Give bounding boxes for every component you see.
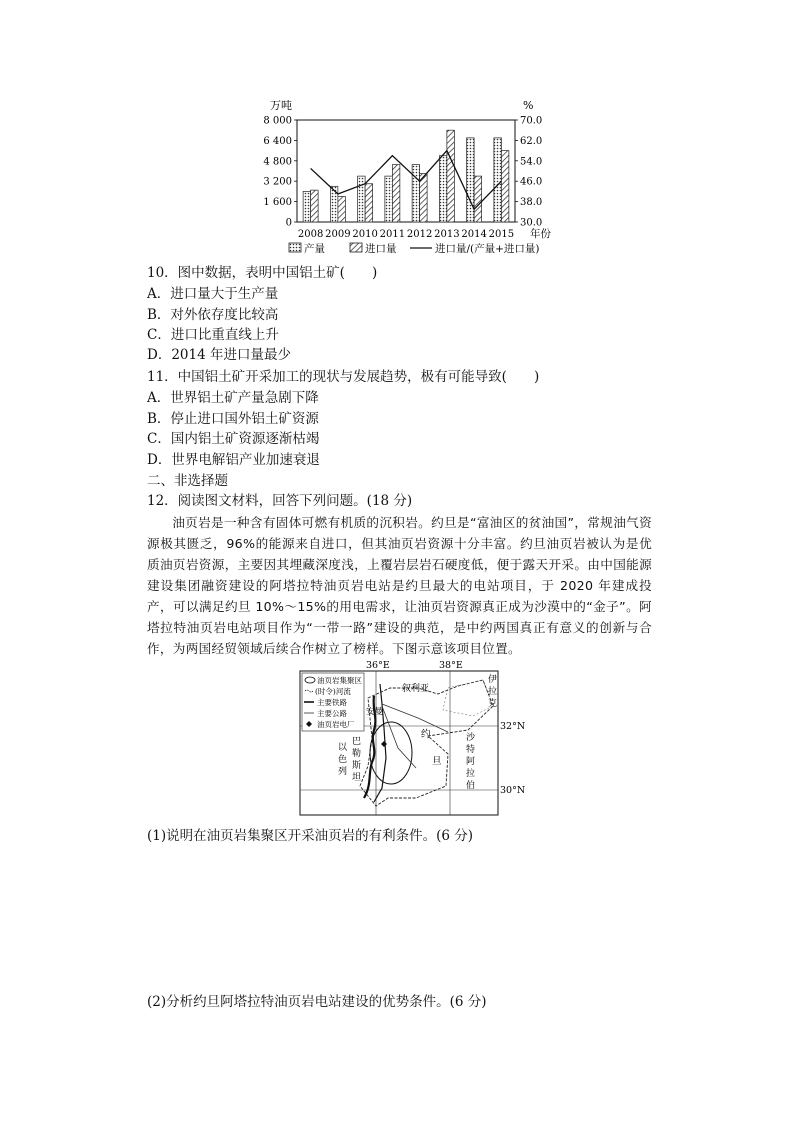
q10-option-c: C．进口比重直线上升 <box>147 327 279 343</box>
place-saudi-1: 沙 <box>466 733 476 743</box>
power-plant-marker <box>381 741 387 747</box>
jordan-location-map <box>298 658 528 818</box>
q10-option-a: A．进口量大于生产量 <box>147 286 279 302</box>
right-tick-label: 70.0 <box>520 115 543 127</box>
bar-production <box>439 156 447 222</box>
legend-label-import: 进口量 <box>365 243 397 255</box>
bar-import <box>474 176 482 222</box>
lat-label-30n: 30°N <box>500 785 526 796</box>
legend-railway-label: 主要铁路 <box>317 698 347 707</box>
right-tick-label: 46.0 <box>520 176 543 188</box>
place-saudi-2: 特 <box>466 745 476 755</box>
x-tick-label: 2011 <box>379 229 406 240</box>
place-iraq-2: 拉 <box>488 687 498 697</box>
bar-production <box>303 191 311 222</box>
q11-option-d: D．世界电解铝产业加速衰退 <box>147 452 320 468</box>
x-tick-label: 2013 <box>434 229 460 240</box>
place-israel-1: 以 <box>338 743 348 753</box>
chart-legend <box>289 242 540 255</box>
place-palestine-4: 坦 <box>352 773 362 783</box>
place-palestine-2: 勒 <box>352 749 362 759</box>
q12-sub1: (1)说明在油页岩集聚区开采油页岩的有利条件。(6 分) <box>147 828 474 844</box>
place-israel-2: 色 <box>338 755 348 765</box>
left-tick-label: 1 600 <box>263 197 292 209</box>
lat-label-32n: 32°N <box>500 721 526 732</box>
q10-option-d: D．2014 年进口量最少 <box>147 347 291 363</box>
bar-production <box>330 186 338 222</box>
q10-option-b: B．对外依存度比较高 <box>147 307 279 323</box>
right-tick-label: 62.0 <box>520 135 543 147</box>
plot-frame <box>297 120 515 222</box>
left-tick-label: 6 400 <box>263 135 292 147</box>
bar-production <box>412 165 420 222</box>
lon-label-36e: 36°E <box>366 660 390 671</box>
left-axis-unit: 万吨 <box>270 99 292 112</box>
bar-production <box>358 176 366 222</box>
legend-plant-label: 油页岩电厂 <box>317 720 355 729</box>
bar-production <box>494 138 502 222</box>
x-tick-label: 2008 <box>297 229 324 240</box>
bar-production <box>467 138 475 222</box>
q11-option-b: B．停止进口国外铝土矿资源 <box>147 411 319 427</box>
place-palestine-3: 斯 <box>352 761 362 771</box>
left-tick-label: 0 <box>285 217 292 229</box>
place-saudi-3: 阿 <box>466 757 476 767</box>
lon-label-38e: 38°E <box>439 660 463 671</box>
place-palestine-1: 巴 <box>352 737 362 747</box>
bar-import <box>447 130 455 222</box>
q11-option-c: C．国内铝土矿资源逐渐枯竭 <box>147 431 320 447</box>
legend-swatch-production <box>289 243 301 252</box>
place-iraq-3: 克 <box>488 699 498 709</box>
x-tick-label: 2012 <box>406 229 433 240</box>
x-tick-label: 2014 <box>461 229 487 240</box>
place-saudi-4: 拉 <box>466 769 476 779</box>
place-iraq-1: 伊 <box>488 675 498 685</box>
legend-oil-shale-label: 油页岩集聚区 <box>317 676 362 685</box>
q10-stem: 10．图中数据，表明中国铝土矿( ) <box>147 265 378 281</box>
bar-import <box>501 151 509 222</box>
q12-material-paragraph: 油页岩是一种含有固体可燃有机质的沉积岩。约旦是“富油区的贫油国”，常规油气资源极其匮乏，96%的能源来自进口，但其油页岩资源十分丰富。约旦油页岩被认为是优质油页岩资源，主要因其埋藏深度浅，上覆岩层岩石硬度低，便于露天开采。由中国能源建设集团融资建设的阿塔拉特油页岩电站是约旦最大的电站项目，于 2020 年建成投产，可以满足约旦 10%～15%的用电需求，让油页岩资源真正成为沙漠中的“金子”。阿塔拉特油页岩电站项目作为“一带一路”建设的典范，是中约两国真正有意义的创新与合作，为两国经贸领域后续合作树立了榜样。下图示意该项目位置。 <box>147 515 652 656</box>
bar-import <box>392 165 400 222</box>
section-heading: 二、非选择题 <box>147 473 228 489</box>
bar-import <box>365 184 373 222</box>
place-syria: 叙利亚 <box>402 684 430 694</box>
right-tick-label: 54.0 <box>520 156 543 168</box>
q11-option-a: A．世界铝土矿产量急剧下降 <box>147 390 319 406</box>
bar-import <box>311 190 319 222</box>
bar-import <box>338 197 346 223</box>
bar-production <box>385 176 393 222</box>
place-saudi-5: 伯 <box>466 781 476 791</box>
legend-road-label: 主要公路 <box>317 709 347 718</box>
q11-stem: 11．中国铝土矿开采加工的现状与发展趋势，极有可能导致( ) <box>147 369 540 385</box>
x-tick-label: 2009 <box>325 229 351 240</box>
place-jordan-1: 约 <box>421 729 431 740</box>
x-tick-label: 2010 <box>352 229 378 240</box>
q12-sub2: (2)分析约旦阿塔拉特油页岩电站建设的优势条件。(6 分) <box>147 994 487 1010</box>
place-amman: 安曼 <box>366 707 384 717</box>
legend-river-label: (时令)河流 <box>315 687 351 696</box>
place-israel-3: 列 <box>338 767 348 777</box>
legend-label-ratio: 进口量/(产量+进口量) <box>435 243 540 255</box>
main-road <box>382 704 448 732</box>
right-axis-unit: % <box>523 99 534 112</box>
map-legend <box>302 673 364 731</box>
left-tick-label: 3 200 <box>263 176 292 188</box>
left-tick-label: 4 800 <box>263 156 292 168</box>
x-axis-unit: 年份 <box>530 228 551 240</box>
legend-label-production: 产量 <box>304 243 325 255</box>
q12-stem: 12．阅读图文材料，回答下列问题。(18 分) <box>147 493 413 509</box>
right-tick-label: 30.0 <box>520 217 543 229</box>
x-tick-label: 2015 <box>488 229 515 240</box>
bauxite-chart <box>262 96 562 260</box>
left-tick-label: 8 000 <box>263 115 292 127</box>
legend-swatch-import <box>350 243 362 252</box>
place-jordan-2: 旦 <box>432 756 442 767</box>
right-tick-label: 38.0 <box>520 197 543 209</box>
